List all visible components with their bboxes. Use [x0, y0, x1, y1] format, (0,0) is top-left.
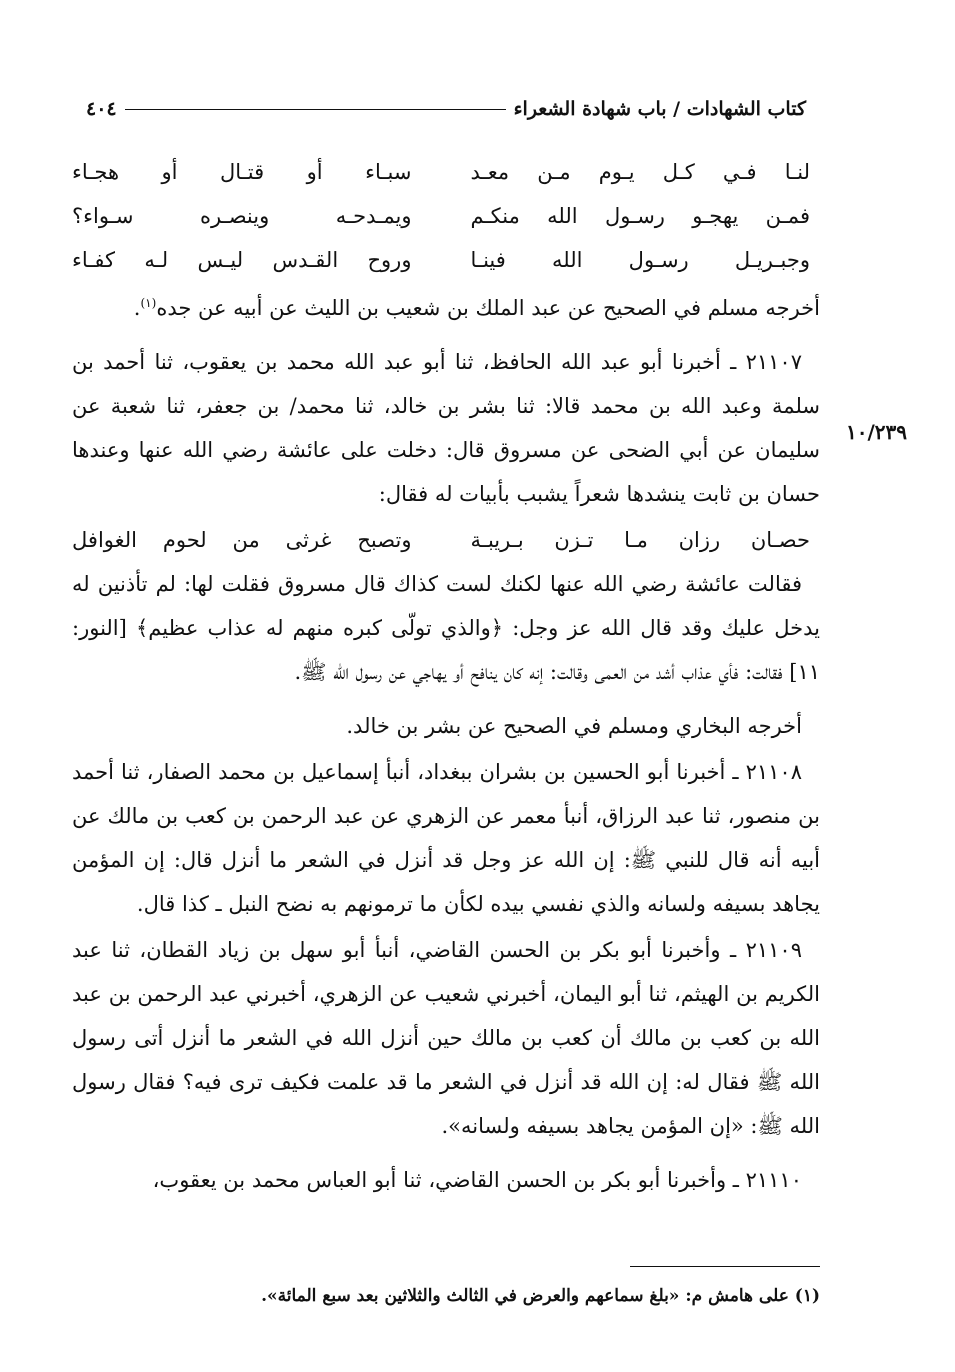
hadith-21110: ٢١١١٠ ـ وأخبرنا أبو بكر بن الحسن القاضي، ثنا أبو العباس محمد بن يعقوب،	[152, 1168, 802, 1192]
paragraph-takhrij-1	[72, 286, 820, 330]
verse-second-hemistich: وتصبح غرثى من لحوم الغوافل	[72, 528, 412, 552]
poem-verses	[72, 150, 820, 282]
verse-first-hemistich: وجبـريـل رسـول الله فينـا	[470, 248, 810, 272]
verse-line	[72, 194, 820, 238]
hadith-21107: ٢١١٠٧ ـ أخبرنا أبو عبد الله الحافظ، ثنا أبو عبد الله محمد بن يعقوب، ثنا أحمد بن سلمة وعبد الله بن محمد قالا: ثنا بشر بن خالد، ثنا محمد/ بن جعفر، ثنا شعبة عن سليمان عن أبي الضحى عن مسروق قال: دخلت على عائشة رضي الله عنها وعندها حسان بن ثابت ينشدها شعراً يشبب بأبيات له فقال:	[72, 350, 820, 506]
verse-line	[72, 518, 820, 562]
verse-first-hemistich: حصـان رزان مـا تـزن بـريبـة	[470, 528, 810, 552]
footnote-marker: (١)	[140, 296, 157, 310]
verse-second-hemistich: سبـاء أو قتـال أو هجـاء	[72, 160, 412, 184]
page-number: ٤٠٤	[86, 98, 117, 120]
verse-second-hemistich: ويمـدحـه وينصـره سـواء؟	[72, 204, 412, 228]
page-body	[72, 150, 820, 1204]
verse-line	[72, 150, 820, 194]
paragraph-text: أخرجه مسلم في الصحيح عن عبد الملك بن شعيب بن الليث عن أبيه عن جده	[156, 296, 820, 320]
header-rule	[125, 109, 506, 110]
footnote-separator	[630, 1266, 820, 1267]
verse-second-hemistich: وروح القـدس ليـس لـه كفـاء	[72, 248, 412, 272]
header-title: كتاب الشهادات / باب شهادة الشعراء	[513, 98, 806, 120]
verse-line	[72, 238, 820, 282]
hadith-21109: ٢١١٠٩ ـ وأخبرنا أبو بكر بن الحسن القاضي، أنبأ أبو سهل بن زياد القطان، ثنا عبد الكريم بن الهيثم، ثنا أبو اليمان، أخبرني شعيب عن الزهري، أخبرني عبد الرحمن بن عبد الله بن كعب بن مالك أن كعب بن مالك حين أنزل الله في الشعر ما أنزل أتى رسول الله ﷺ فقال له: إن الله قد أنزل في الشعر ما قد علمت فكيف ترى فيه؟ فقال رسول الله ﷺ: «إن المؤمن يجاهد بسيفه ولسانه».	[72, 938, 820, 1138]
paragraph-end-mark: .	[133, 296, 141, 320]
paragraph-takhrij-2: أخرجه البخاري ومسلم في الصحيح عن بشر بن خالد.	[346, 714, 802, 738]
running-header	[72, 92, 820, 126]
footnote: (١) على هامش م: «بلغ سماعهم والعرض في الثالث والثلاثين بعد سبع المائة».	[261, 1286, 820, 1306]
paragraph-aisha-reply: فقالت عائشة رضي الله عنها لكنك لست كذاك قال مسروق فقلت لها: لم تأذنين له يدخل عليك وقد قال الله عز وجل: ﴿والذي تولّى كبره منهم له عذاب عظيم﴾ [النور: ١١] فقالت: فأي عذاب أشد من العمى وقالت: إنه كان ينافح أو يهاجي عن رسول الله ﷺ.	[72, 572, 820, 684]
verse-first-hemistich: فمـن يهجـو رسـول الله منكـم	[470, 204, 810, 228]
hadith-21108: ٢١١٠٨ ـ أخبرنا أبو الحسين بن بشران ببغداد، أنبأ إسماعيل بن محمد الصفار، ثنا أحمد بن منصور، ثنا عبد الرزاق، أنبأ معمر عن الزهري عن عبد الرحمن بن كعب بن مالك عن أبيه أنه قال للنبي ﷺ: إن الله عز وجل قد أنزل في الشعر ما أنزل قال: إن المؤمن يجاهد بسيفه ولسانه والذي نفسي بيده لكأن ما ترمونهم به نضح النبل ـ كذا قال.	[72, 760, 820, 916]
margin-reference: ١٠/٢٣٩	[845, 420, 907, 444]
verse-first-hemistich: لنـا فـي كـل يـوم مـن معـد	[470, 160, 810, 184]
